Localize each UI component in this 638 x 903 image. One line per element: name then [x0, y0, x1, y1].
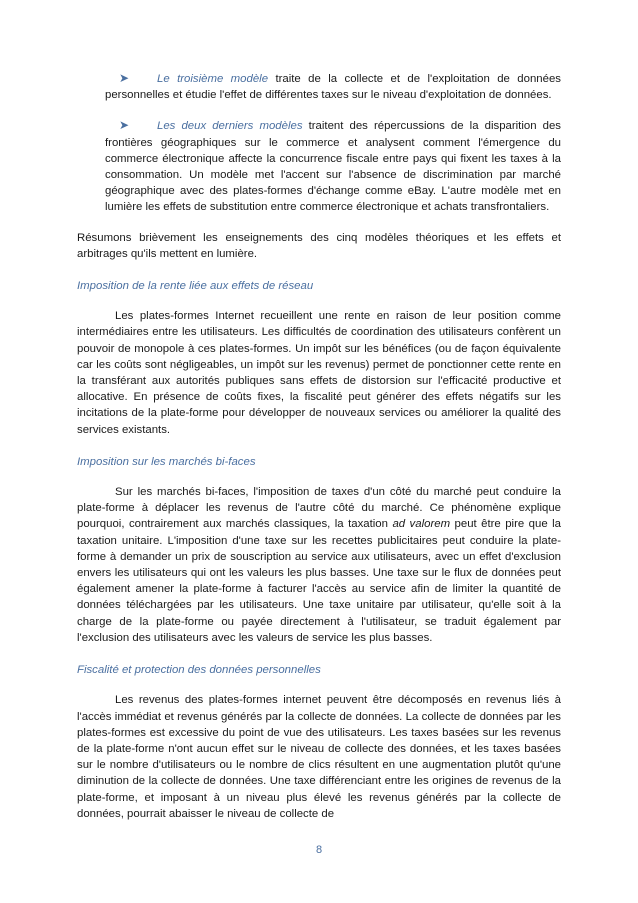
bullet-lead: Les deux derniers modèles [157, 120, 303, 133]
section-paragraph [77, 484, 561, 646]
bullet-text: traite de la collecte et de l'exploitation de données personnelles et étudie l'effet de différentes taxes sur le niveau d'exploitation de données. [105, 73, 561, 102]
page-content [77, 70, 561, 838]
bullet-lead: Le troisième modèle [157, 73, 269, 85]
bullet-item [105, 117, 561, 215]
section-paragraph: Les revenus des plates-formes internet peuvent être décomposés en revenus liés à l'accès immédiat et revenus générés par la collecte de données. La collecte de données par les plates-formes est excessive du point de vue des utilisateurs. Les taxes basées sur les revenus de la plate-forme n'ont aucun effet sur le niveau de collecte des données, et les taxes basées sur le nombre d'utilisateurs ou le nombre de clics résultent en une augmentation plutôt qu'une diminution de la collecte de données. Une taxe différenciant entre les origines de revenus de la plate-forme, et imposant à un niveau plus élevé les revenus générés par la collecte de données, pourrait abaisser le niveau de collecte de [77, 694, 561, 820]
paragraph-text: peut être pire que la taxation unitaire. L'imposition d'une taxe sur les recettes publicitaires peut conduire la plate-forme à demander un prix de souscription au service aux utilisateurs, avec un effet d'exclusion envers les utilisateurs qui ont les valeurs les plus basses. Une taxe sur le flux de données peut également amener la plate-forme à facturer l'accès au service afin de limiter la quantité de données téléchargées par les utilisateurs. Une taxe unitaire par utilisateur, qu'elle soit à la charge de la plate-forme ou payée directement à l'utilisateur, se traduit également par l'exclusion des utilisateurs avec les valeurs de service les plus basses. [77, 518, 561, 644]
bullet-item [105, 70, 561, 103]
arrow-bullet-icon: ➤ [119, 71, 130, 85]
section-heading: Imposition de la rente liée aux effets de réseau [77, 280, 314, 293]
arrow-bullet-icon: ➤ [119, 118, 130, 133]
bullet-text: traitent des répercussions de la disparition des frontières géographiques sur le commerce et analysent comment l'émergence du commerce électronique affecte la concurrence fiscale entre pays qui fixent les taxes à la consommation. Un modèle met l'accent sur l'absence de discrimination par marché géographique avec des plates-formes d'échange comme eBay. L'autre modèle met en lumière les effets de substitution entre commerce électronique et achats transfrontaliers. [105, 120, 561, 214]
page-number: 8 [315, 844, 323, 856]
paragraph-text: Sur les marchés bi-faces, l'imposition de taxes d'un côté du marché peut conduire la plate-forme à déplacer les revenus de l'autre côté du marché. Ce phénomène explique pourquoi, contrairement aux marchés classiques, la taxation [77, 486, 561, 531]
intro-paragraph: Résumons brièvement les enseignements des cinq modèles théoriques et les effets et arbitrages qu'ils mettent en lumière. [77, 231, 561, 260]
section-paragraph: Les plates-formes Internet recueillent une rente en raison de leur position comme intermédiaires entre les utilisateurs. Les difficultés de coordination des utilisateurs confèrent un pouvoir de monopole à ces plates-formes. Un impôt sur les bénéfices (ou de façon équivalente car les coûts sont négligeables, un impôt sur les revenus) permet de ponctionner cette rente en la transférant aux autorités publiques sans effets de distorsion sur l'efficacité productive et allocative. En présence de coûts fixes, la fiscalité peut générer des effets négatifs sur les incitations de la plate-forme pour développer de nouveaux services ou améliorer la qualité des services existants. [77, 310, 561, 436]
section-heading: Fiscalité et protection des données personnelles [77, 664, 321, 677]
section-heading: Imposition sur les marchés bi-faces [77, 455, 256, 468]
emphasis-text: ad valorem [392, 518, 451, 531]
